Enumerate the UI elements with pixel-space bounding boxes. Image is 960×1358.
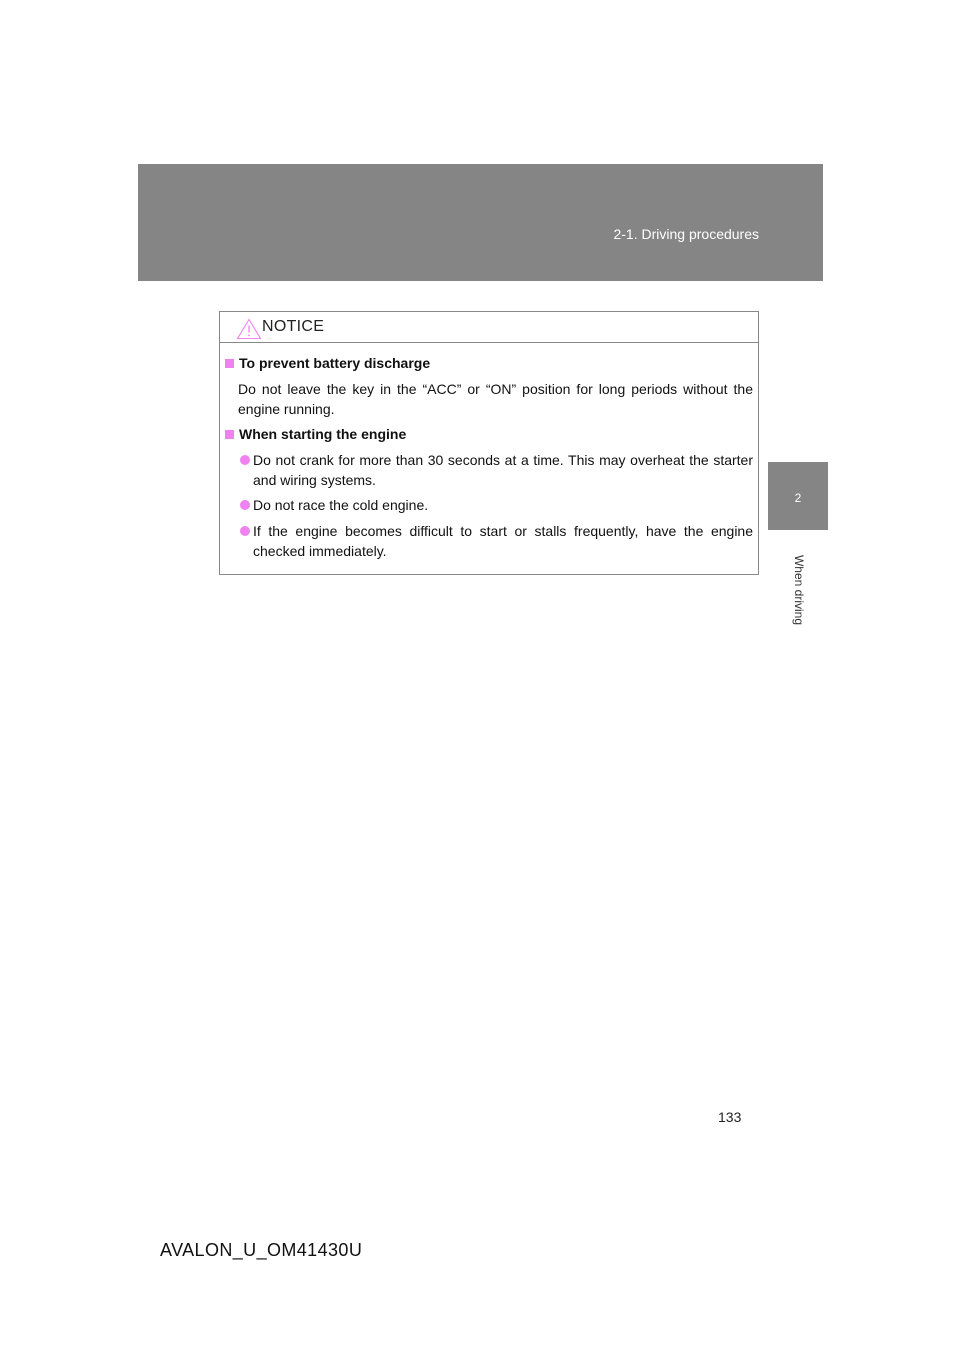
bullet-dot-icon xyxy=(240,526,250,536)
chapter-number: 2 xyxy=(794,491,802,505)
document-code: AVALON_U_OM41430U xyxy=(160,1240,363,1260)
chapter-tab xyxy=(768,462,828,530)
section-heading: When starting the engine xyxy=(239,426,407,442)
bullet-text: If the engine becomes difficult to start or stalls frequently, have the engine checked immediately. xyxy=(253,523,753,559)
header-band xyxy=(138,164,823,281)
section-square-icon xyxy=(225,359,234,368)
notice-box xyxy=(219,311,759,575)
bullet-text: Do not race the cold engine. xyxy=(253,497,429,513)
section-text: Do not leave the key in the “ACC” or “ON” position for long periods without the engine running. xyxy=(238,381,753,417)
section-heading: To prevent battery discharge xyxy=(239,355,431,371)
bullet-dot-icon xyxy=(240,500,250,510)
bullet-dot-icon xyxy=(240,455,250,465)
warning-triangle-icon xyxy=(236,318,262,340)
notice-title: NOTICE xyxy=(262,318,325,335)
chapter-label: When driving xyxy=(792,554,806,626)
section-title: 2-1. Driving procedures xyxy=(613,226,759,242)
bullet-text: Do not crank for more than 30 seconds at a time. This may overheat the starter and wiring systems. xyxy=(253,452,753,488)
page-number: 133 xyxy=(718,1109,742,1125)
section-square-icon xyxy=(225,430,234,439)
notice-header xyxy=(220,312,758,343)
